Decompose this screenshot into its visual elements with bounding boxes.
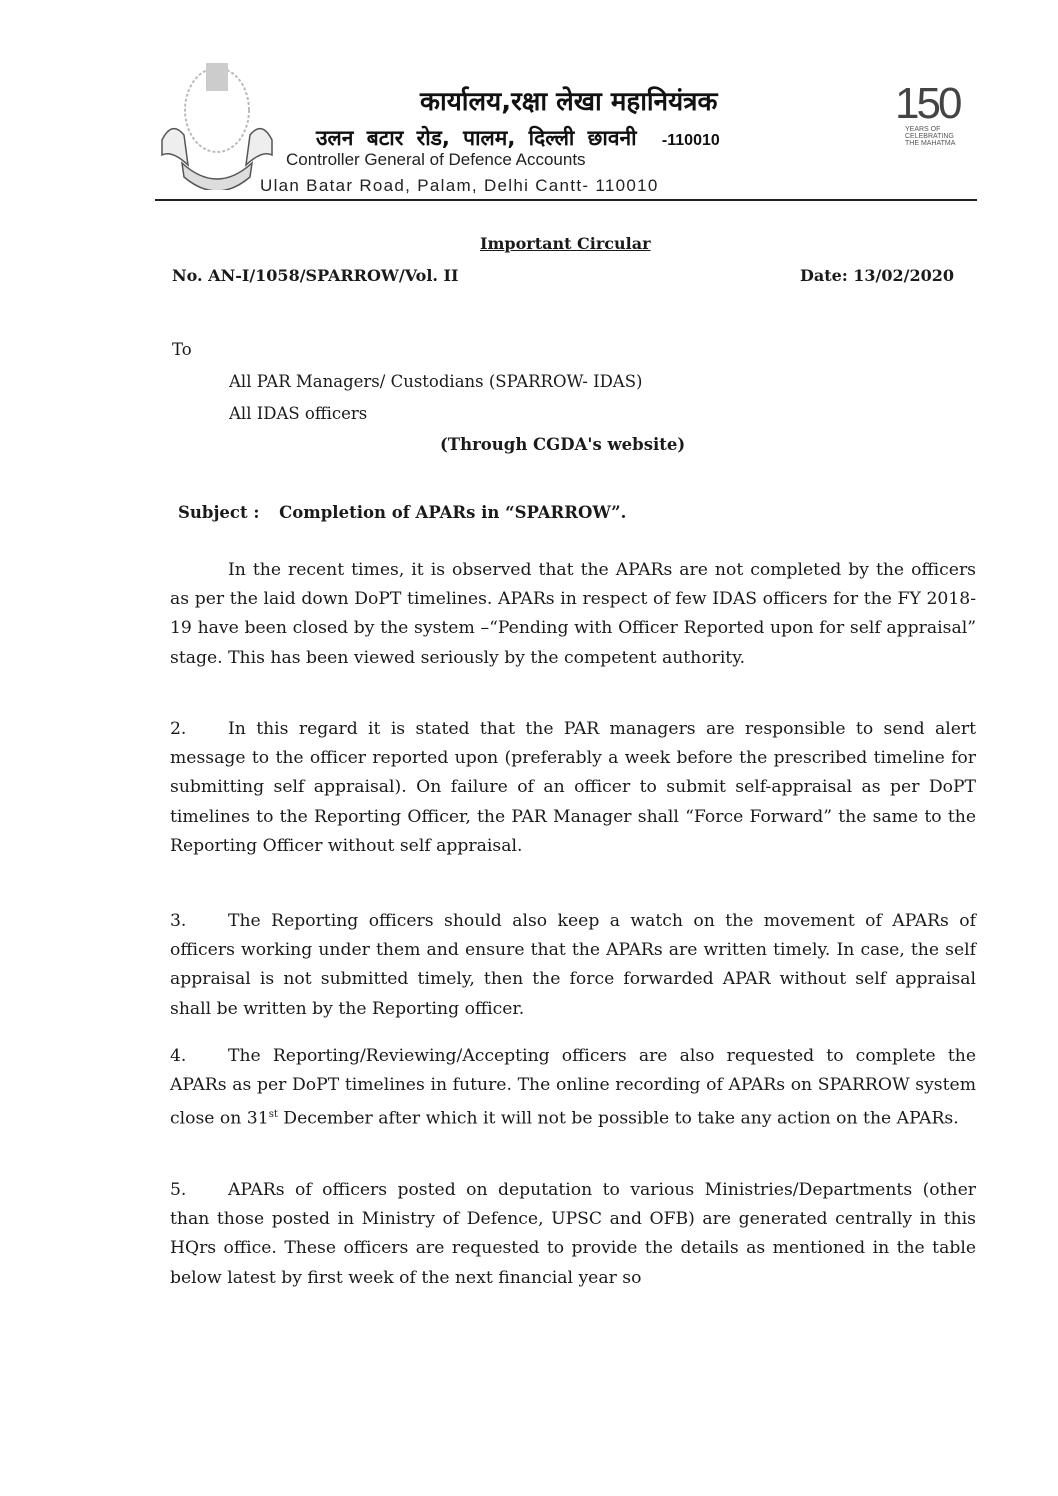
superscript: st	[268, 1109, 278, 1121]
paragraph-text: The Reporting/Reviewing/Accepting officers are also requested to complete the APARs as per DoPT timelines in future. The online recording of APARs on SPARROW system close on 31	[170, 1046, 976, 1130]
paragraph-text: In the recent times, it is observed that the APARs are not completed by the officers as per the laid down DoPT timelines. APARs in respect of few IDAS officers for the FY 2018-19 have been closed by the system –“Pending with Officer Reported upon for self appraisal” stage. This has been viewed seriously by the competent authority.	[170, 560, 976, 668]
english-address: Ulan Batar Road, Palam, Delhi Cantt- 110010	[260, 176, 659, 195]
hindi-address-text: उलन बटार रोड, पालम, दिल्ली छावनी	[316, 126, 637, 150]
paragraph-3	[170, 907, 976, 1024]
paragraph-number: 2.	[170, 719, 187, 739]
paragraph-4	[170, 1042, 976, 1134]
paragraph-number: 3.	[170, 911, 187, 931]
logo-line: YEARS OF	[905, 126, 941, 133]
letterhead-divider	[155, 199, 977, 201]
subject-label: Subject :	[178, 503, 260, 522]
hindi-office-title: कार्यालय,रक्षा लेखा महानियंत्रक	[420, 87, 718, 117]
hindi-pin: -110010	[661, 132, 720, 149]
distribution-note: (Through CGDA's website)	[440, 435, 686, 454]
recipient: All PAR Managers/ Custodians (SPARROW- IDAS)	[229, 372, 643, 391]
circular-date: Date: 13/02/2020	[800, 266, 955, 285]
logo-line: THE MAHATMA	[905, 140, 956, 147]
to-label: To	[172, 340, 192, 359]
logo-150: 150	[895, 79, 960, 128]
paragraph-text: The Reporting officers should also keep a watch on the movement of APARs of officers working under them and ensure that the APARs are written timely. In case, the self appraisal is not submitted timely, then the force forwarded APAR without self appraisal shall be written by the Reporting officer.	[170, 911, 976, 1019]
paragraph-number: 5.	[170, 1180, 187, 1200]
circular-number: No. AN-I/1058/SPARROW/Vol. II	[172, 266, 459, 285]
subject-line	[178, 503, 626, 522]
defence-accounts-emblem	[158, 55, 276, 190]
circular-heading: Important Circular	[480, 234, 651, 253]
hindi-address	[316, 124, 720, 152]
paragraph-2	[170, 715, 976, 861]
paragraph-1	[170, 556, 976, 673]
paragraph-5	[170, 1176, 976, 1293]
paragraph-text: December after which it will not be possible to take any action on the APARs.	[277, 1109, 959, 1130]
recipient: All IDAS officers	[229, 404, 368, 423]
paragraph-number: 4.	[170, 1046, 187, 1066]
subject-text: Completion of APARs in “SPARROW”.	[279, 503, 627, 522]
paragraph-text: In this regard it is stated that the PAR managers are responsible to send alert message to the officer reported upon (preferably a week before the prescribed timeline for submitting self appraisal). On failure of an officer to submit self-appraisal as per DoPT timelines to the Reporting Officer, the PAR Manager shall “Force Forward” the same to the Reporting Officer without self appraisal.	[170, 719, 976, 856]
logo-line: CELEBRATING	[905, 133, 954, 140]
english-office-title: Controller General of Defence Accounts	[286, 150, 586, 169]
gandhi-150-logo	[895, 79, 975, 182]
paragraph-text: APARs of officers posted on deputation to various Ministries/Departments (other than those posted in Ministry of Defence, UPSC and OFB) are generated centrally in this HQrs office. These officers are requested to provide the details as mentioned in the table below latest by first week of the next financial year so	[170, 1180, 976, 1288]
